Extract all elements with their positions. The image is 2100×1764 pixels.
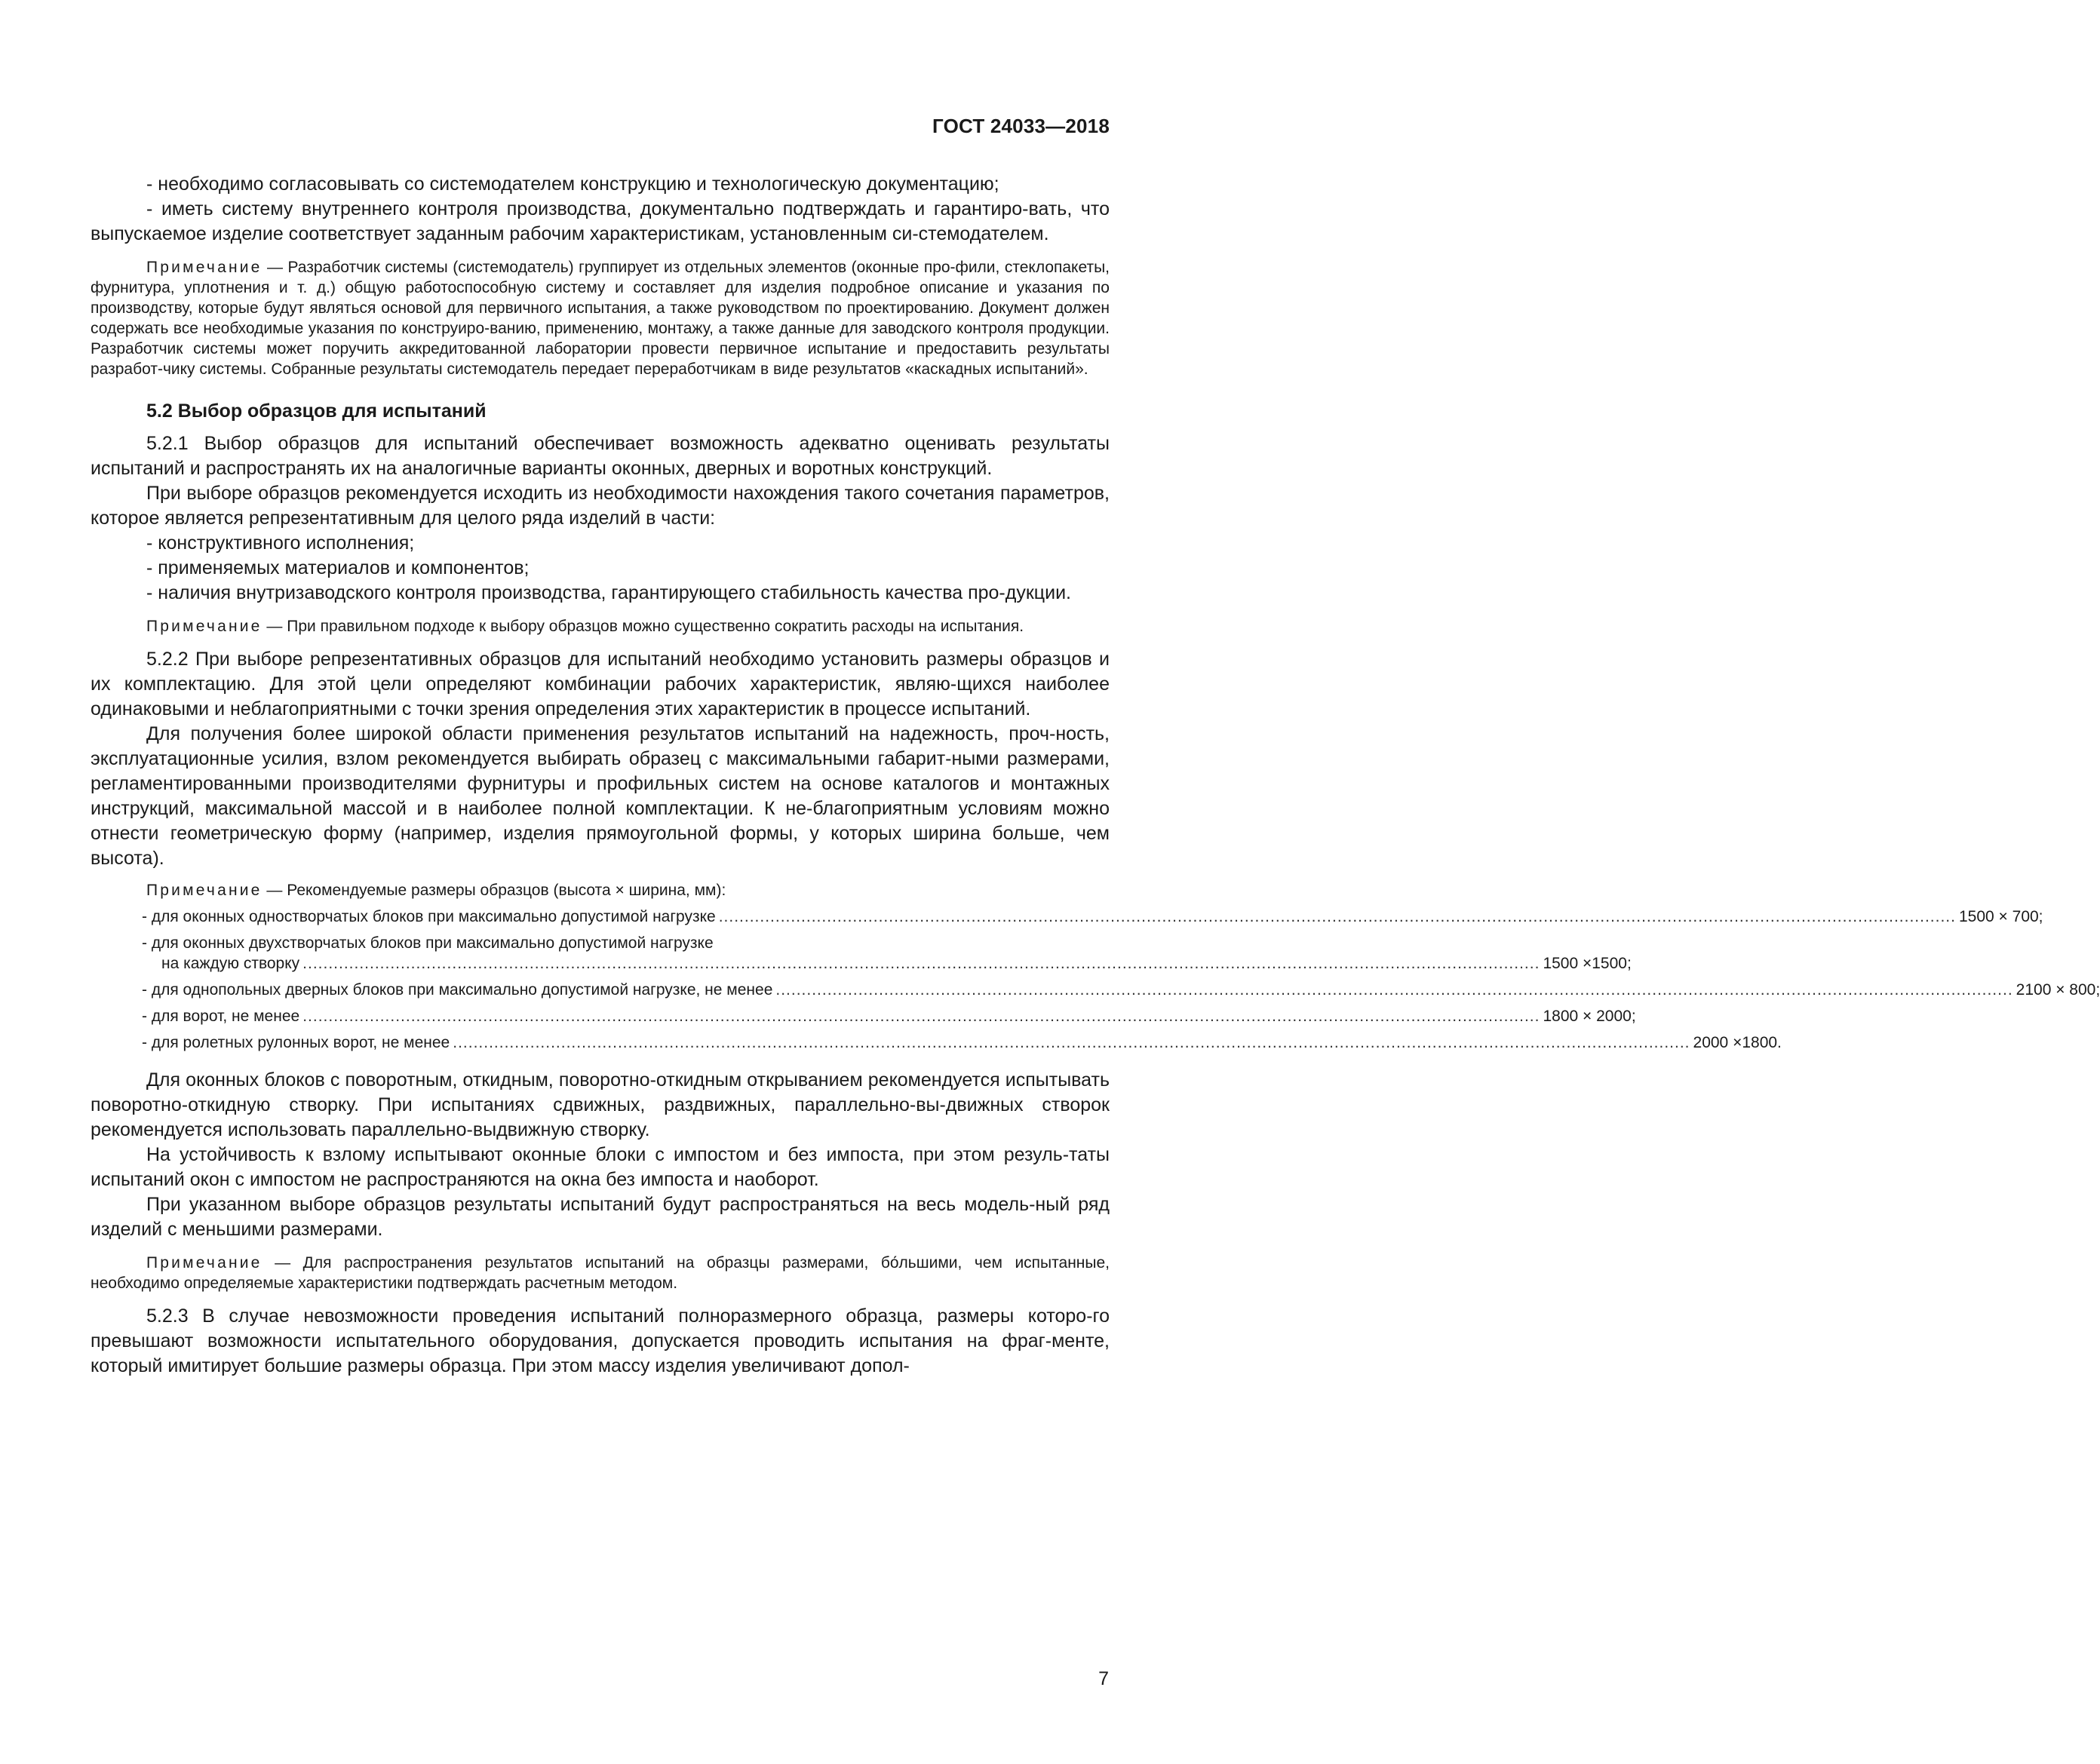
size-label: - для ролетных рулонных ворот, не менее xyxy=(142,1034,450,1051)
list-item: - необходимо согласовывать со системодателем конструкцию и технологическую документацию; xyxy=(146,173,999,195)
size-value: 1500 × 700; xyxy=(1958,908,2043,925)
leader-dots: ................................................................................................................................................................................................................................................ xyxy=(453,1034,1690,1051)
note-paragraph xyxy=(91,880,1110,900)
note-text: — Разработчик системы (системодатель) группирует из отдельных элементов (оконные про-фили, стеклопакеты, фурнитура, уплотнения и т. д.) общую работоспособную систему и составляет для изделия подробное описание и указания по производству, которые будут являться основой для первичного испытания, а также руководством по проектированию. Документ должен содержать все необходимые указания по конструиро-ванию, применению, монтажу, а также данные для заводского контроля продукции. Разработчик системы может поручить аккредитованной лаборатории провести первичное испытание и предоставить результаты разработ-чику системы. Собранные результаты системодатель передает переработчикам в виде результатов «каскадных испытаний». xyxy=(91,259,1110,378)
page-content xyxy=(91,172,2100,1379)
note-text: — При правильном подходе к выбору образцов можно существенно сократить расходы на испытания. xyxy=(262,618,1024,635)
size-value: 1800 × 2000; xyxy=(1543,1008,1636,1025)
size-row xyxy=(91,1006,1636,1026)
paragraph: На устойчивость к взлому испытывают оконные блоки с импостом и без импоста, при этом резуль-таты испытаний окон с импостом не распространяются на окна без импоста и наоборот. xyxy=(91,1144,1110,1190)
size-value: 2000 ×1800. xyxy=(1693,1034,1782,1051)
paragraph: При указанном выборе образцов результаты испытаний будут распространяться на весь модель-ный ряд изделий с меньшими размерами. xyxy=(91,1194,1110,1240)
list-item: - иметь систему внутреннего контроля производства, документально подтверждать и гарантиро-вать, что выпускаемое изделие соответствует заданным рабочим характеристикам, установленным си-стемодателем. xyxy=(91,198,1110,244)
size-label-continued: на каждую створку xyxy=(161,955,300,972)
size-label: - для ворот, не менее xyxy=(142,1008,300,1025)
note-label: Примечание xyxy=(146,259,262,276)
paragraph: 5.2.3 В случае невозможности проведения испытаний полноразмерного образца, размеры которо-го превышают возможности испытательного оборудования, допускается проводить испытания на фраг-менте, который имитирует большие размеры образца. При этом массу изделия увеличивают допол- xyxy=(91,1305,1110,1376)
size-value: 1500 ×1500; xyxy=(1543,955,1632,972)
note-label: Примечание xyxy=(146,618,262,635)
list-item: - применяемых материалов и компонентов; xyxy=(146,557,530,578)
size-label: - для оконных одностворчатых блоков при максимально допустимой нагрузке xyxy=(142,908,716,925)
note-text: — Рекомендуемые размеры образцов (высота × ширина, мм): xyxy=(262,882,726,899)
paragraph: 5.2.1 Выбор образцов для испытаний обеспечивает возможность адекватно оценивать результаты испытаний и распространять их на аналогичные варианты оконных, дверных и воротных конструкций. xyxy=(91,433,1110,479)
leader-dots: ................................................................................................................................................................................................................................................ xyxy=(302,1008,1540,1025)
note-label: Примечание xyxy=(146,1254,262,1272)
size-row xyxy=(91,907,2043,927)
paragraph: 5.2.2 При выборе репрезентативных образцов для испытаний необходимо установить размеры образцов и их комплектацию. Для этой цели определяют комбинации рабочих характеристик, являю-щихся наиболее одинаковыми и неблагоприятными с точки зрения определения этих характеристик в процессе испытаний. xyxy=(91,649,1110,719)
leader-dots: ................................................................................................................................................................................................................................................ xyxy=(302,955,1540,972)
paragraph: Для получения более широкой области применения результатов испытаний на надежность, проч-ность, эксплуатационные усилия, взлом рекомендуется выбирать образец с максимальными габарит-ными размерами, регламентированными производителями фурнитуры и профильных систем на основе каталогов и монтажных инструкций, максимальной массой и в наиболее полной комплектации. К не-благоприятным условиям можно отнести геометрическую форму (например, изделия прямоугольной формы, у которых ширина больше, чем высота). xyxy=(91,723,1110,869)
size-row xyxy=(91,980,2100,1000)
size-label: - для оконных двухстворчатых блоков при максимально допустимой нагрузке xyxy=(142,934,714,952)
note-paragraph xyxy=(91,257,1110,379)
paragraph: При выборе образцов рекомендуется исходить из необходимости нахождения такого сочетания параметров, которое является репрезентативным для целого ряда изделий в части: xyxy=(91,483,1110,529)
section-heading: 5.2 Выбор образцов для испытаний xyxy=(146,400,487,422)
note-text: — Для распространения результатов испытаний на образцы размерами, бо́льшими, чем испытанные, необходимо определяемые характеристики подтверждать расчетным методом. xyxy=(91,1254,1110,1292)
list-item: - наличия внутризаводского контроля производства, гарантирующего стабильность качества про-дукции. xyxy=(146,582,1071,603)
page-number: 7 xyxy=(1098,1668,1109,1689)
document-number-header: ГОСТ 24033—2018 xyxy=(932,115,1110,137)
leader-dots: ................................................................................................................................................................................................................................................ xyxy=(775,981,2013,999)
size-value: 2100 × 800; xyxy=(2016,981,2100,999)
size-label: - для однопольных дверных блоков при максимально допустимой нагрузке, не менее xyxy=(142,981,773,999)
note-paragraph xyxy=(91,616,1110,637)
size-row xyxy=(91,953,1632,974)
leader-dots: ................................................................................................................................................................................................................................................ xyxy=(718,908,1956,925)
note-label: Примечание xyxy=(146,882,262,899)
size-row xyxy=(91,1032,1782,1053)
list-item: - конструктивного исполнения; xyxy=(146,532,415,554)
paragraph: Для оконных блоков с поворотным, откидным, поворотно-откидным открыванием рекомендуется испытывать поворотно-откидную створку. При испытаниях сдвижных, раздвижных, параллельно-вы-движных створок рекомендуется использовать параллельно-выдвижную створку. xyxy=(91,1069,1110,1140)
note-paragraph xyxy=(91,1253,1110,1293)
